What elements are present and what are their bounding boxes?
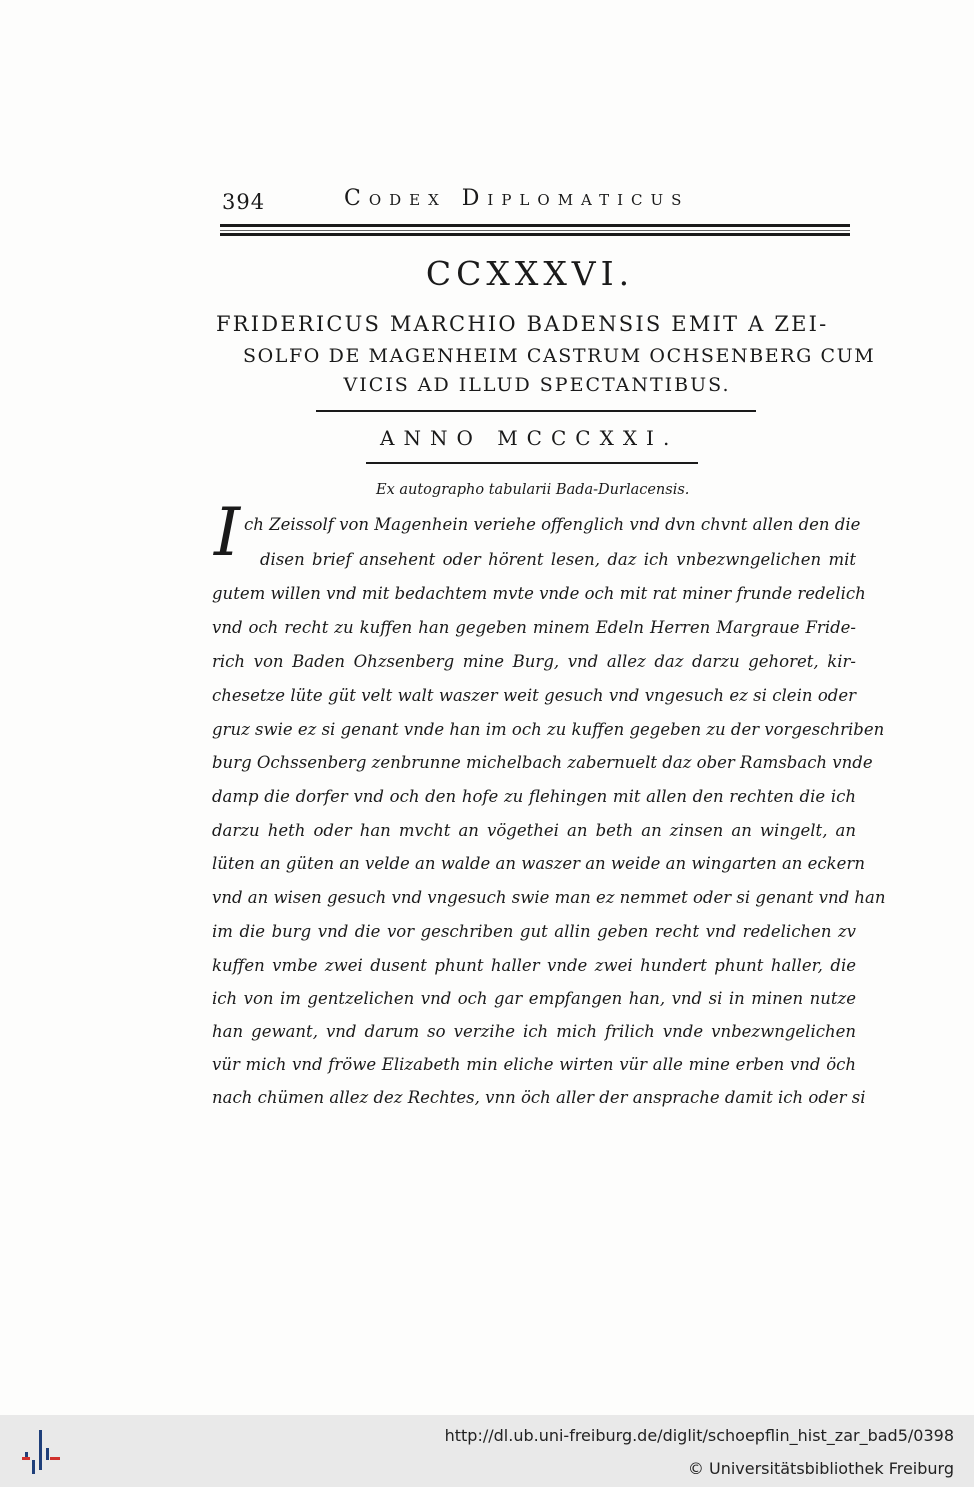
body-line: vnd och recht zu kuffen han gegeben minem Edeln Herren Margraue Fride- xyxy=(212,618,856,637)
body-line: lüten an güten an velde an walde an waszer an weide an wingarten an eckern xyxy=(212,854,865,873)
body-line: han gewant, vnd darum so verzihe ich mich frilich vnde vnbezwngelichen xyxy=(212,1022,856,1041)
body-line: damp die dorfer vnd och den hofe zu flehingen mit allen den rechten die ich xyxy=(212,787,856,806)
header-double-rule xyxy=(220,224,850,236)
permalink-url[interactable]: http://dl.ub.uni-freiburg.de/diglit/schoepflin_hist_zar_bad5/0398 xyxy=(444,1426,954,1445)
heading-rule xyxy=(316,410,756,412)
body-line: vür mich vnd fröwe Elizabeth min eliche wirten vür alle mine erben vnd öch xyxy=(212,1055,856,1074)
body-line: chesetze lüte güt velt walt waszer weit gesuch vnd vngesuch ez si clein oder xyxy=(212,686,856,705)
body-line: gutem willen vnd mit bedachtem mvte vnde och mit rat miner frunde redelich xyxy=(212,584,866,603)
body-line: kuffen vmbe zwei dusent phunt haller vnde zwei hundert phunt haller, die xyxy=(212,956,856,975)
document-number: CCXXXVI. xyxy=(425,254,635,293)
body-line: ch Zeissolf von Magenhein veriehe offenglich vnd dvn chvnt allen den die xyxy=(244,515,861,534)
body-line: darzu heth oder han mvcht an vögethei an beth an zinsen an wingelt, an xyxy=(212,821,856,840)
body-line: im die burg vnd die vor geschriben gut allin geben recht vnd redelichen zv xyxy=(212,922,856,941)
running-title: Codex Diplomaticus xyxy=(344,186,690,211)
page-number: 394 xyxy=(222,190,266,214)
body-line: rich von Baden Ohzsenberg mine Burg, vnd allez daz darzu gehoret, kir- xyxy=(212,652,856,671)
drop-cap: I xyxy=(214,494,241,571)
body-line: ich von im gentzelichen vnd och gar empfangen han, vnd si in minen nutze xyxy=(212,989,856,1008)
anno-line: ANNO MCCCXXI. xyxy=(380,426,679,450)
ub-freiburg-logo-icon[interactable] xyxy=(22,1430,62,1474)
body-line: vnd an wisen gesuch vnd vngesuch swie man ez nemmet oder si genant vnd han xyxy=(212,888,886,907)
running-head xyxy=(220,184,852,218)
anno-rule xyxy=(366,462,698,464)
body-line: gruz swie ez si genant vnde han im och zu kuffen gegeben zu der vorgeschriben xyxy=(212,720,885,739)
heading-line-3: VICIS AD ILLUD SPECTANTIBUS. xyxy=(343,374,731,396)
body-line: nach chümen allez dez Rechtes, vnn öch aller der ansprache damit ich oder si xyxy=(212,1088,866,1107)
copyright-notice: © Universitätsbibliothek Freiburg xyxy=(687,1459,954,1478)
heading-line-1: FRIDERICUS MARCHIO BADENSIS EMIT A ZEI- xyxy=(216,312,829,336)
body-line: burg Ochssenberg zenbrunne michelbach zabernuelt daz ober Ramsbach vnde xyxy=(212,753,873,772)
source-note: Ex autographo tabularii Bada-Durlacensis. xyxy=(376,482,690,498)
heading-line-2: SOLFO DE MAGENHEIM CASTRUM OCHSENBERG CUM xyxy=(243,345,876,367)
body-line: disen brief ansehent oder hörent lesen, daz ich vnbezwngelichen mit xyxy=(260,550,856,569)
